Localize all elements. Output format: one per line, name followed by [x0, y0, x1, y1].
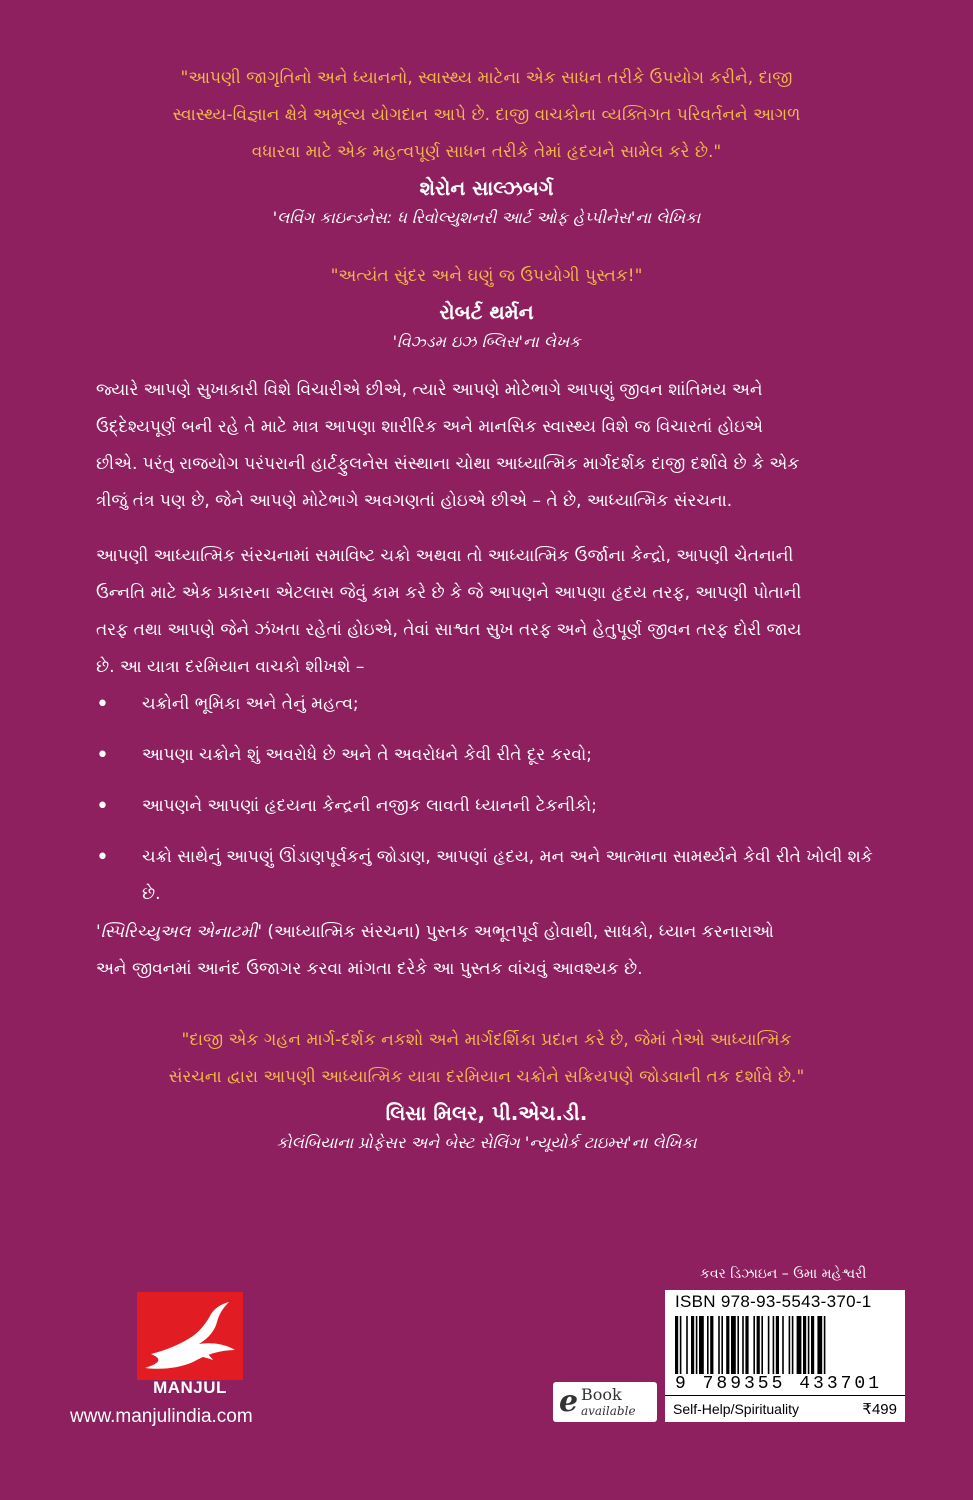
publisher-website: www.manjulindia.com — [70, 1406, 253, 1427]
isbn-label: ISBN 978-93-5543-370-1 — [675, 1292, 872, 1311]
bullet-item: • આપણને આપણાં હૃદયના કેન્દ્રની નજીક લાવતી ધ્યાનની ટેકનીકો; — [96, 788, 913, 825]
bullet-item: • ચક્રો સાથેનું આપણું ઊંડાણપૂર્વકનું જોડાણ, આપણાં હૃદય, મન અને આત્માના સામર્થ્યને કેવી રીતે ખોલી શકે છે. — [96, 839, 913, 913]
barcode-digits: 9 789355 433701 — [675, 1374, 883, 1394]
barcode-bar — [699, 1316, 704, 1374]
barcode-bar — [773, 1316, 775, 1374]
quote-1-author-desc: 'લવિંગ કાઇન્ડનેસ: ધ રિવોલ્યુશનરી આર્ટ ઓફ હેપ્પીનેસ'ના લેખિકા — [272, 208, 701, 227]
barcode-bar — [789, 1316, 791, 1374]
ebook-e-letter: e — [559, 1384, 579, 1419]
bullet-item: • ચક્રોની ભૂમિકા અને તેનું મહત્વ; — [96, 686, 913, 723]
barcode-bar — [803, 1316, 806, 1374]
barcode-bar — [726, 1316, 729, 1374]
paragraph-line: ઉદ્દેશ્યપૂર્ણ બની રહે તે માટે માત્ર આપણા શારીરિક અને માનસિક સ્વાસ્થ્ય વિશે જ વિચારતાં હોઇએ — [96, 417, 763, 437]
barcode-bar — [792, 1316, 794, 1374]
quote-block-2 — [60, 258, 913, 357]
publisher-logo — [137, 1292, 243, 1380]
paragraph-line: છે. આ યાત્રા દરમિયાન વાચકો શીખશે – — [96, 657, 365, 677]
quote-1-author: શેરોન સાલ્ઝબર્ગ — [419, 176, 554, 200]
paragraph-line: ઉન્નતિ માટે એક પ્રકારના એટલાસ જેવું કામ કરે છે કે જે આપણને આપણા હૃદય તરફ, આપણી પોતાની — [96, 583, 802, 603]
paragraph-line-rest: (આધ્યાત્મિક સંરચના) પુસ્તક અભૂતપૂર્વ હોવાથી, સાધકો, ધ્યાન કરનારાઓ — [262, 922, 774, 942]
description-paragraph-3 — [60, 914, 913, 988]
paragraph-line — [60, 914, 913, 951]
quote-1-line: વધારવા માટે એક મહત્વપૂર્ણ સાધન તરીકે તેમાં હૃદયને સામેલ કરે છે." — [251, 142, 722, 162]
bullet-item: • આપણા ચક્રોને શું અવરોધે છે અને તે અવરોધને કેવી રીતે દૂર કરવો; — [96, 737, 913, 774]
barcode-bar — [797, 1316, 802, 1374]
barcode-bar — [718, 1316, 720, 1374]
barcode-bar — [782, 1316, 784, 1374]
quote-1-line: સ્વાસ્થ્ય-વિજ્ઞાન ક્ષેત્રે અમૂલ્ય યોગદાન આપે છે. દાજી વાચકોના વ્યક્તિગત પરિવર્તનને આગળ — [172, 105, 801, 125]
isbn-barcode-box — [665, 1290, 905, 1422]
bullet-list — [60, 686, 913, 927]
barcode-bar — [811, 1316, 814, 1374]
barcode-bar — [753, 1316, 755, 1374]
quote-block-3 — [60, 1022, 913, 1158]
barcode-bar — [776, 1316, 779, 1374]
quote-3-author: લિસા મિલર, પી.એચ.ડી. — [385, 1101, 588, 1125]
ebook-available-badge — [553, 1382, 657, 1422]
quote-block-1 — [60, 60, 913, 233]
paragraph-line: અને જીવનમાં આનંદ ઉજાગર કરવા માંગતા દરેકે આ પુસ્તક વાંચવું આવશ્યક છે. — [96, 959, 643, 979]
book-title-italic: 'સ્પિરિચ્યુઅલ એનાટમી' — [96, 922, 263, 942]
barcode-icon — [675, 1316, 897, 1374]
barcode-bar — [808, 1316, 810, 1374]
barcode-bar — [742, 1316, 744, 1374]
barcode-bar — [710, 1316, 713, 1374]
barcode-bar — [675, 1316, 678, 1374]
description-paragraph-1 — [60, 372, 913, 520]
paragraph-line: જ્યારે આપણે સુખાકારી વિશે વિચારીએ છીએ, ત્યારે આપણે મોટેભાગે આપણું જીવન શાંતિમય અને — [96, 380, 763, 400]
paragraph-line: છીએ. પરંતુ રાજયોગ પરંપરાની હાર્ટફુલનેસ સંસ્થાના ચોથા આધ્યાત્મિક માર્ગદર્શક દાજી દર્શાવે છે કે એક — [96, 454, 800, 474]
genre-label: Self-Help/Spirituality — [673, 1401, 800, 1417]
quote-3-author-desc: કોલંબિયાના પ્રોફેસર અને બેસ્ટ સેલિંગ 'ન્યૂયોર્ક ટાઇમ્સ'ના લેખિકા — [276, 1133, 697, 1152]
barcode-bar — [817, 1316, 822, 1374]
barcode-bar — [691, 1316, 694, 1374]
barcode-bar — [745, 1316, 748, 1374]
barcode-bar — [761, 1316, 763, 1374]
price-row — [665, 1395, 905, 1423]
quote-3-line: સંરચના દ્વારા આપણી આધ્યાત્મિક યાત્રા દરમિયાન ચક્રોને સક્રિયપણે જોડવાની તક દર્શાવે છે." — [168, 1067, 805, 1087]
quote-3-line: "દાજી એક ગહન માર્ગ-દર્શક નકશો અને માર્ગદર્શિકા પ્રદાન કરે છે, જેમાં તેઓ આધ્યાત્મિક — [181, 1030, 792, 1050]
cover-design-credit: કવર ડિઝાઇન – ઉમા મહેશ્વરી — [700, 1266, 867, 1282]
barcode-bar — [721, 1316, 723, 1374]
ebook-word: Book — [581, 1385, 622, 1404]
barcode-bar — [737, 1316, 739, 1374]
barcode-bar — [696, 1316, 698, 1374]
quote-1-line: "આપણી જાગૃતિનો અને ધ્યાનનો, સ્વાસ્થ્ય માટેના એક સાધન તરીકે ઉપયોગ કરીને, દાજી — [180, 68, 793, 88]
barcode-bar — [768, 1316, 770, 1374]
price-label: ₹499 — [862, 1401, 897, 1418]
barcode-bar — [707, 1316, 709, 1374]
quote-2-author-desc: 'વિઝ્ડમ ઇઝ બ્લિસ'ના લેખક — [392, 332, 581, 351]
barcode-bar — [824, 1316, 826, 1374]
paragraph-line: ત્રીજું તંત્ર પણ છે, જેને આપણે મોટેભાગે અવગણતાં હોઇએ છીએ – તે છે, આધ્યાત્મિક સંરચના. — [96, 491, 733, 511]
barcode-bar — [757, 1316, 760, 1374]
bird-logo-icon — [137, 1292, 243, 1380]
barcode-bar — [686, 1316, 688, 1374]
description-paragraph-2 — [60, 538, 913, 686]
quote-2-author: રોબર્ટ થર્મન — [439, 300, 534, 324]
publisher-name: MANJUL — [153, 1378, 227, 1397]
ebook-available-text: available — [581, 1404, 636, 1418]
paragraph-line: તરફ તથા આપણે જેને ઝંખતા રહેતાં હોઇએ, તેવાં સાશ્વત સુખ તરફ અને હેતુપૂર્ણ જીવન તરફ દોરી જાય — [96, 620, 802, 640]
quote-2-text: "અત્યંત સુંદર અને ઘણું જ ઉપયોગી પુસ્તક!" — [330, 266, 643, 286]
barcode-bar — [680, 1316, 682, 1374]
paragraph-line: આપણી આધ્યાત્મિક સંરચનામાં સમાવિષ્ટ ચક્રો અથવા તો આધ્યાત્મિક ઉર્જાના કેન્દ્રો, આપણી ચેતનાની — [96, 546, 794, 566]
barcode-bar — [731, 1316, 736, 1374]
